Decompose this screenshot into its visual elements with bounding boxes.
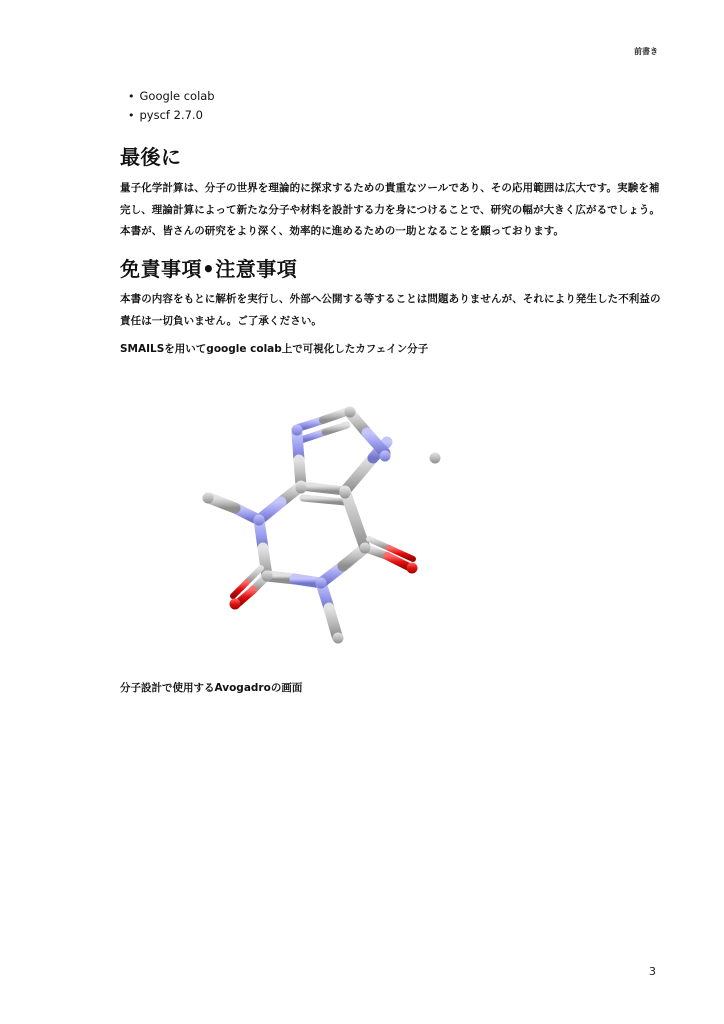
atom (292, 425, 303, 436)
atom (203, 493, 214, 504)
section-title-disclaimer: 免責事項•注意事項 (120, 257, 298, 281)
atom (333, 633, 344, 644)
list-item-text: pyscf 2.7.0 (139, 108, 203, 122)
list-item (128, 106, 215, 125)
running-header: 前書き (634, 47, 658, 56)
page-number: 3 (649, 965, 656, 978)
requirements-list (128, 87, 215, 125)
atom (316, 578, 327, 589)
figure-caption-avogadro: 分子設計で使用するAvogadroの画面 (120, 682, 303, 694)
atom (296, 483, 307, 494)
section-title-final: 最後に (120, 145, 182, 169)
atom (380, 451, 391, 462)
atom (407, 563, 418, 574)
atom (262, 571, 273, 582)
figure-caption-caffeine: SMAILSを用いてgoogle colab上で可視化したカフェイン分子 (120, 343, 429, 355)
atom (340, 488, 351, 499)
bullet-icon: • (128, 109, 135, 122)
list-item-text: Google colab (139, 89, 215, 103)
atom (360, 543, 371, 554)
list-item (128, 87, 215, 106)
caffeine-molecule-image (195, 398, 455, 658)
bullet-icon: • (128, 90, 135, 103)
atom (345, 407, 356, 418)
atom (430, 453, 441, 464)
atom (254, 515, 265, 526)
disclaimer-paragraph: 本書の内容をもとに解析を実行し、外部へ公開する等することは問題ありませんが、それにより発生した不利益の責任は一切負いません。ご了承ください。 (120, 293, 661, 327)
atom (230, 599, 241, 610)
final-paragraph: 量子化学計算は、分子の世界を理論的に探求するための貴重なツールであり、その応用範囲は広大です。実験を補完し、理論計算によって新たな分子や材料を設計する力を身につけることで、研究の幅が大きく広がるでしょう。本書が、皆さんの研究をより深く、効率的に進めるための一助となることを願っております。 (120, 182, 661, 237)
